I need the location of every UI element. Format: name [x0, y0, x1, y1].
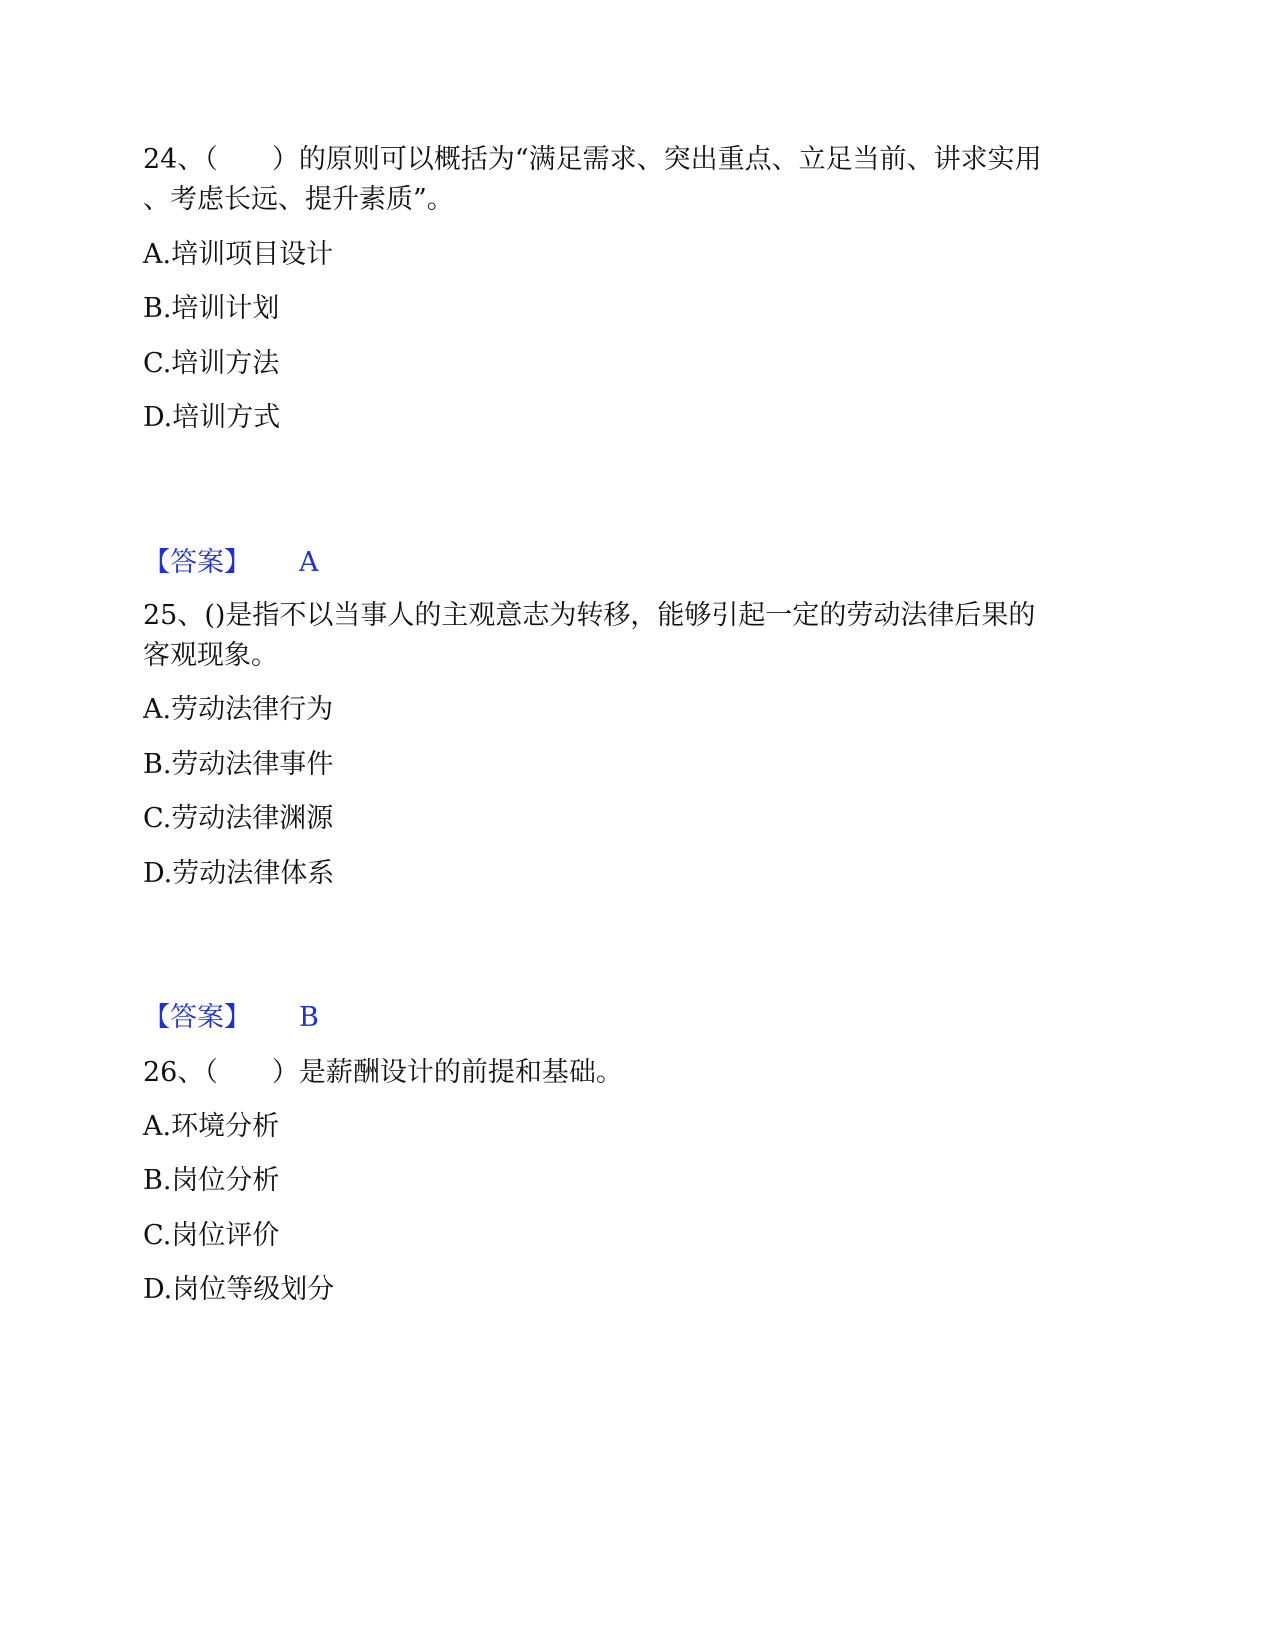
question-25-stem-line-2: 客观现象。 — [143, 640, 278, 671]
question-26-stem-line-1: 26、（ ）是薪酬设计的前提和基础。 — [143, 1057, 623, 1088]
question-26-option-c: C.岗位评价 — [143, 1220, 280, 1251]
answer-value: A — [299, 547, 319, 578]
question-25-option-a: A.劳动法律行为 — [143, 694, 334, 725]
question-24-option-d: D.培训方式 — [143, 402, 281, 433]
answer-label: 【答案】 — [143, 1002, 251, 1033]
question-25-option-d: D.劳动法律体系 — [143, 858, 335, 889]
question-24-stem-line-2: 、考虑长远、提升素质”。 — [143, 184, 454, 215]
question-24-stem-line-1: 24、（ ）的原则可以概括为“满足需求、突出重点、立足当前、讲求实用 — [143, 144, 1042, 175]
question-26-option-b: B.岗位分析 — [143, 1165, 280, 1196]
question-25-stem-line-1: 25、()是指不以当事人的主观意志为转移，能够引起一定的劳动法律后果的 — [143, 600, 1036, 631]
question-24-option-a: A.培训项目设计 — [143, 239, 334, 270]
question-25-option-b: B.劳动法律事件 — [143, 749, 334, 780]
question-25-answer — [143, 998, 319, 1038]
question-26-option-a: A.环境分析 — [143, 1111, 280, 1142]
question-24-answer — [143, 543, 319, 583]
question-26-option-d: D.岗位等级划分 — [143, 1274, 335, 1305]
question-25-option-c: C.劳动法律渊源 — [143, 803, 334, 834]
answer-label: 【答案】 — [143, 547, 251, 578]
answer-value: B — [299, 1002, 319, 1033]
question-24-option-b: B.培训计划 — [143, 293, 280, 324]
question-24-option-c: C.培训方法 — [143, 348, 280, 379]
